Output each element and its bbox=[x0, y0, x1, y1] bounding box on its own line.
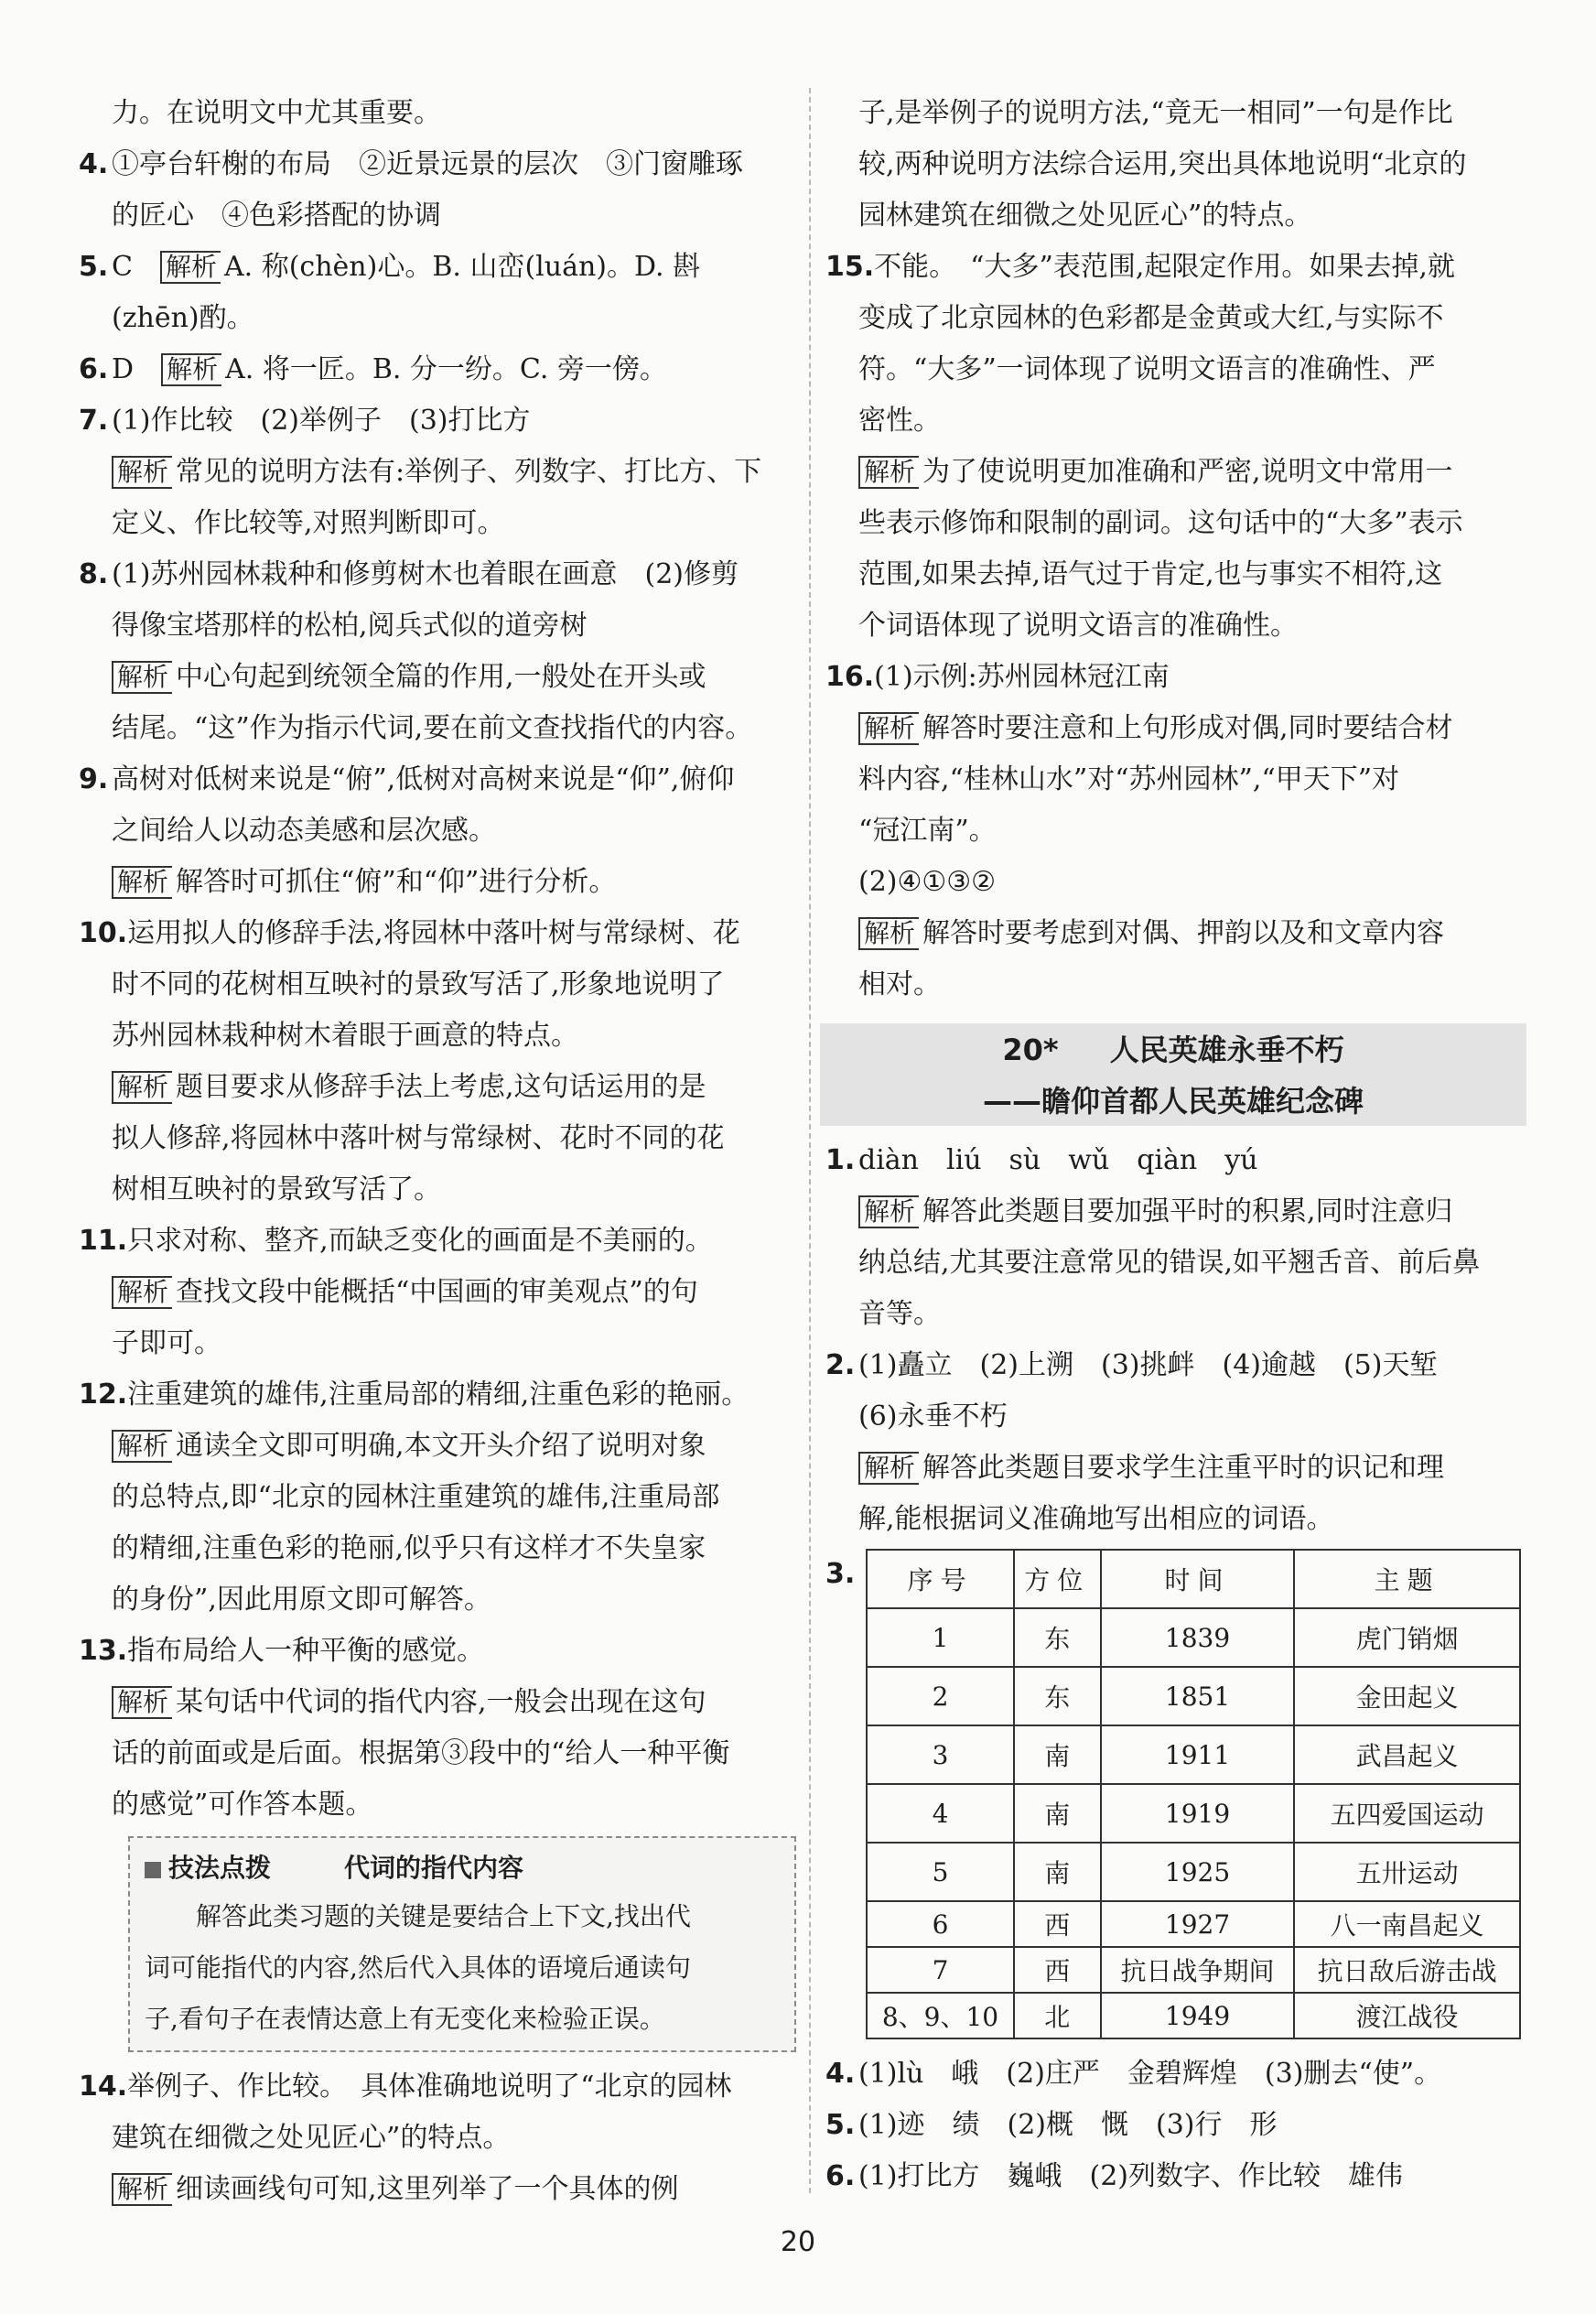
text-line: 结尾。“这”作为指示代词,要在前文查找指代的内容。 bbox=[112, 712, 753, 744]
table-cell: 3 bbox=[867, 1725, 1014, 1784]
table-cell: 武昌起义 bbox=[1294, 1725, 1520, 1784]
answer-text: 举例子、作比较。 具体准确地说明了“北京的园林 bbox=[127, 2071, 732, 2103]
text-line: 个词语体现了说明文语言的准确性。 bbox=[858, 610, 1298, 642]
question-number: 8. bbox=[79, 558, 109, 590]
analysis-line bbox=[79, 2164, 798, 2215]
analysis-tag: 解析 bbox=[112, 1686, 172, 1719]
text-line: 范围,如果去掉,语气过于肯定,也与事实不相符,这 bbox=[858, 558, 1443, 590]
analysis-line bbox=[825, 908, 1532, 959]
analysis-text: 解答此类题目要求学生注重平时的识记和理 bbox=[922, 1452, 1445, 1484]
square-icon bbox=[145, 1862, 161, 1878]
analysis-line bbox=[79, 857, 798, 908]
answer-text: C bbox=[112, 251, 160, 283]
text-line: 变成了北京园林的色彩都是金黄或大红,与实际不 bbox=[858, 302, 1444, 334]
text-line: 得像宝塔那样的松柏,阅兵式似的道旁树 bbox=[112, 610, 588, 642]
table-cell: 北 bbox=[1014, 1993, 1101, 2038]
table-row bbox=[867, 1725, 1520, 1784]
table-cell: 西 bbox=[1014, 1901, 1101, 1947]
table-header: 主题 bbox=[1294, 1550, 1520, 1608]
analysis-line bbox=[79, 1267, 798, 1318]
table-cell: 4 bbox=[867, 1784, 1014, 1843]
answer-4 bbox=[79, 139, 798, 190]
table-cell: 1919 bbox=[1101, 1784, 1295, 1843]
analysis-line bbox=[825, 1443, 1532, 1494]
table-header: 时间 bbox=[1101, 1550, 1295, 1608]
tip-topic: 代词的指代内容 bbox=[344, 1853, 524, 1883]
question-number: 4. bbox=[79, 148, 109, 180]
text-line: 的感觉”可作答本题。 bbox=[112, 1789, 373, 1821]
text-line: 音等。 bbox=[858, 1298, 941, 1330]
analysis-text: 中心句起到统领全篇的作用,一般处在开头或 bbox=[176, 661, 706, 693]
question-number: 2. bbox=[825, 1349, 856, 1381]
answer-text: 运用拟人的修辞手法,将园林中落叶树与常绿树、花 bbox=[127, 917, 740, 949]
answer-text: (1)矗立 (2)上溯 (3)挑衅 (4)逾越 (5)天堑 bbox=[858, 1349, 1438, 1381]
analysis-tag: 解析 bbox=[112, 866, 172, 899]
table-header: 方位 bbox=[1014, 1550, 1101, 1608]
answer-11 bbox=[79, 1216, 798, 1267]
analysis-line bbox=[825, 447, 1532, 498]
analysis-text: 常见的说明方法有:举例子、列数字、打比方、下 bbox=[176, 456, 762, 488]
analysis-text: 细读画线句可知,这里列举了一个具体的例 bbox=[176, 2173, 679, 2205]
table-cell: 1839 bbox=[1101, 1608, 1295, 1667]
table-row bbox=[867, 1901, 1520, 1947]
analysis-text: 为了使说明更加准确和严密,说明文中常用一 bbox=[922, 456, 1453, 488]
analysis-text: 解答此类题目要加强平时的积累,同时注意归 bbox=[922, 1195, 1453, 1227]
analysis-line bbox=[825, 1186, 1532, 1238]
answer-s3 bbox=[825, 1549, 1532, 2049]
answer-text: 只求对称、整齐,而缺乏变化的画面是不美丽的。 bbox=[127, 1225, 713, 1257]
question-number: 6. bbox=[825, 2160, 856, 2192]
tip-line: 子,看句子在表情达意上有无变化来检验正误。 bbox=[145, 2004, 665, 2034]
answer-8 bbox=[79, 549, 798, 600]
text-line: (2)④①③② bbox=[858, 866, 997, 898]
table-cell: 1851 bbox=[1101, 1667, 1295, 1725]
text-line: 之间给人以动态美感和层次感。 bbox=[112, 815, 496, 847]
table-row bbox=[867, 1947, 1520, 1993]
analysis-line bbox=[825, 703, 1532, 754]
table-cell: 抗日敌后游击战 bbox=[1294, 1947, 1520, 1993]
table-header-row bbox=[867, 1550, 1520, 1608]
text-line: (6)永垂不朽 bbox=[858, 1400, 1008, 1433]
analysis-tag: 解析 bbox=[112, 1276, 172, 1309]
lesson-title-text: 人民英雄永垂不朽 bbox=[1109, 1033, 1344, 1067]
analysis-text: 解答时可抓住“俯”和“仰”进行分析。 bbox=[176, 866, 617, 898]
question-number: 5. bbox=[79, 251, 109, 283]
analysis-text: 查找文段中能概括“中国画的审美观点”的句 bbox=[176, 1276, 698, 1308]
question-number: 12. bbox=[79, 1379, 128, 1411]
text-line: 符。“大多”一词体现了说明文语言的准确性、严 bbox=[858, 353, 1436, 385]
answer-15 bbox=[825, 242, 1532, 293]
answer-6 bbox=[79, 344, 798, 395]
answer-text: (1)苏州园林栽种和修剪树木也着眼在画意 (2)修剪 bbox=[112, 558, 739, 590]
lesson-title-band bbox=[820, 1023, 1526, 1126]
analysis-text: 解答时要考虑到对偶、押韵以及和文章内容 bbox=[922, 917, 1445, 949]
answer-text: (1)作比较 (2)举例子 (3)打比方 bbox=[112, 405, 531, 437]
text-line: 的身份”,因此用原文即可解答。 bbox=[112, 1584, 491, 1616]
analysis-tag: 解析 bbox=[112, 456, 172, 489]
text-line: 子,是举例子的说明方法,“竟无一相同”一句是作比 bbox=[858, 97, 1453, 129]
table-row bbox=[867, 1667, 1520, 1725]
answer-16 bbox=[825, 652, 1532, 703]
answer-text: ①亭台轩榭的布局 ②近景远景的层次 ③门窗雕琢 bbox=[112, 148, 743, 180]
answer-12 bbox=[79, 1369, 798, 1421]
table-cell: 1911 bbox=[1101, 1725, 1295, 1784]
answer-s1 bbox=[825, 1135, 1532, 1186]
table-cell: 南 bbox=[1014, 1725, 1101, 1784]
answer-text: (1)打比方 巍峨 (2)列数字、作比较 雄伟 bbox=[858, 2160, 1403, 2192]
table-cell: 东 bbox=[1014, 1667, 1101, 1725]
text-line: 的精细,注重色彩的艳丽,似乎只有这样才不失皇家 bbox=[112, 1532, 706, 1564]
question-number: 14. bbox=[79, 2071, 128, 2103]
answer-text: D bbox=[112, 353, 162, 385]
question-number: 6. bbox=[79, 353, 109, 385]
lesson-number: 20* bbox=[1002, 1033, 1059, 1067]
table-cell: 1925 bbox=[1101, 1843, 1295, 1901]
text-line: 力。在说明文中尤其重要。 bbox=[112, 97, 441, 129]
table-cell: 五四爱国运动 bbox=[1294, 1784, 1520, 1843]
answer-text: 高树对低树来说是“俯”,低树对高树来说是“仰”,俯仰 bbox=[112, 763, 735, 795]
text-line: 话的前面或是后面。根据第③段中的“给人一种平衡 bbox=[112, 1737, 730, 1769]
table-cell: 八一南昌起义 bbox=[1294, 1901, 1520, 1947]
text-line: 的总特点,即“北京的园林注重建筑的雄伟,注重局部 bbox=[112, 1481, 720, 1513]
question-number: 9. bbox=[79, 763, 109, 795]
table-cell: 8、9、10 bbox=[867, 1993, 1014, 2038]
lesson-title bbox=[820, 1023, 1526, 1075]
tip-line: 解答此类习题的关键是要结合上下文,找出代 bbox=[196, 1901, 691, 1931]
answer-13 bbox=[79, 1626, 798, 1677]
analysis-text: A. 称(chèn)心。B. 山峦(luán)。D. 斟 bbox=[223, 251, 701, 283]
column-divider bbox=[809, 88, 811, 2193]
analysis-text: 某句话中代词的指代内容,一般会出现在这句 bbox=[176, 1686, 706, 1718]
table-cell: 五卅运动 bbox=[1294, 1843, 1520, 1901]
table-cell: 1949 bbox=[1101, 1993, 1295, 2038]
text-line: 树相互映衬的景致写活了。 bbox=[112, 1173, 441, 1206]
text-line: (zhēn)酌。 bbox=[112, 302, 254, 334]
analysis-tag: 解析 bbox=[112, 1071, 172, 1104]
text-line: 定义、作比较等,对照判断即可。 bbox=[112, 507, 505, 539]
answer-s2 bbox=[825, 1340, 1532, 1391]
tip-label: 技法点拨 bbox=[168, 1853, 272, 1883]
table-row bbox=[867, 1843, 1520, 1901]
analysis-tag: 解析 bbox=[858, 1195, 919, 1228]
answer-10 bbox=[79, 908, 798, 959]
analysis-text: 通读全文即可明确,本文开头介绍了说明对象 bbox=[176, 1430, 706, 1462]
analysis-line bbox=[79, 652, 798, 703]
answer-text: (1)lù 峨 (2)庄严 金碧辉煌 (3)删去“使”。 bbox=[858, 2058, 1442, 2090]
answer-text: (1)迹 绩 (2)概 慨 (3)行 形 bbox=[858, 2109, 1278, 2141]
table-cell: 5 bbox=[867, 1843, 1014, 1901]
table-cell: 南 bbox=[1014, 1843, 1101, 1901]
analysis-tag: 解析 bbox=[112, 661, 172, 694]
analysis-tag: 解析 bbox=[858, 712, 919, 745]
analysis-tag: 解析 bbox=[858, 1452, 919, 1485]
text-line: “冠江南”。 bbox=[858, 815, 997, 847]
tip-line: 词可能指代的内容,然后代入具体的语境后通读句 bbox=[145, 1952, 691, 1983]
table-cell: 抗日战争期间 bbox=[1101, 1947, 1295, 1993]
answer-text: 指布局给人一种平衡的感觉。 bbox=[127, 1635, 485, 1667]
answer-s5 bbox=[825, 2100, 1532, 2151]
text-line: 园林建筑在细微之处见匠心”的特点。 bbox=[858, 200, 1312, 232]
text-line: 纳总结,尤其要注意常见的错误,如平翘舌音、前后鼻 bbox=[858, 1247, 1481, 1279]
question-number: 10. bbox=[79, 917, 128, 949]
question-number: 7. bbox=[79, 405, 109, 437]
answer-text: (1)示例:苏州园林冠江南 bbox=[874, 661, 1170, 693]
answer-text: 不能。 “大多”表范围,起限定作用。如果去掉,就 bbox=[874, 251, 1455, 283]
analysis-tag: 解析 bbox=[112, 1430, 172, 1463]
answer-text: diàn liú sù wǔ qiàn yú bbox=[858, 1144, 1258, 1176]
table-cell: 6 bbox=[867, 1901, 1014, 1947]
question-number: 11. bbox=[79, 1225, 128, 1257]
question-number: 5. bbox=[825, 2109, 856, 2141]
right-column bbox=[825, 88, 1532, 2202]
table-cell: 7 bbox=[867, 1947, 1014, 1993]
table-cell: 渡江战役 bbox=[1294, 1993, 1520, 2038]
text-line: 时不同的花树相互映衬的景致写活了,形象地说明了 bbox=[112, 968, 725, 1000]
tip-body bbox=[145, 1891, 780, 2045]
analysis-tag: 解析 bbox=[160, 251, 221, 284]
answer-s6 bbox=[825, 2151, 1532, 2202]
answer-9 bbox=[79, 754, 798, 806]
question-number: 1. bbox=[825, 1144, 856, 1176]
text-line: 相对。 bbox=[858, 968, 941, 1000]
analysis-tag: 解析 bbox=[858, 456, 919, 489]
analysis-text: A. 将一匠。B. 分一纷。C. 旁一傍。 bbox=[225, 353, 667, 385]
analysis-line bbox=[79, 1421, 798, 1472]
table-cell: 1 bbox=[867, 1608, 1014, 1667]
text-line: 密性。 bbox=[858, 405, 941, 437]
text-line: 解,能根据词义准确地写出相应的词语。 bbox=[858, 1503, 1334, 1535]
table-header: 序号 bbox=[867, 1550, 1014, 1608]
table-row bbox=[867, 1784, 1520, 1843]
analysis-line bbox=[79, 1677, 798, 1728]
page-number: 20 bbox=[780, 2226, 816, 2258]
technique-tip-box bbox=[128, 1836, 796, 2052]
table-cell: 1927 bbox=[1101, 1901, 1295, 1947]
table-cell: 虎门销烟 bbox=[1294, 1608, 1520, 1667]
question-number: 15. bbox=[825, 251, 875, 283]
table-row bbox=[867, 1608, 1520, 1667]
question-number: 13. bbox=[79, 1635, 128, 1667]
question-number: 16. bbox=[825, 661, 875, 693]
text-line: 料内容,“桂林山水”对“苏州园林”,“甲天下”对 bbox=[858, 763, 1400, 795]
analysis-line bbox=[79, 447, 798, 498]
table-row bbox=[867, 1993, 1520, 2038]
answer-text: 注重建筑的雄伟,注重局部的精细,注重色彩的艳丽。 bbox=[127, 1379, 749, 1411]
text-line: 拟人修辞,将园林中落叶树与常绿树、花时不同的花 bbox=[112, 1122, 725, 1154]
text-line: 的匠心 ④色彩搭配的协调 bbox=[112, 200, 441, 232]
table-cell: 东 bbox=[1014, 1608, 1101, 1667]
table-cell: 西 bbox=[1014, 1947, 1101, 1993]
text-line: 子即可。 bbox=[112, 1327, 221, 1359]
answer-5 bbox=[79, 242, 798, 293]
question-number: 3. bbox=[825, 1558, 856, 1590]
answer-7 bbox=[79, 395, 798, 447]
analysis-tag: 解析 bbox=[112, 2173, 172, 2206]
answer-14 bbox=[79, 2061, 798, 2113]
question-number: 4. bbox=[825, 2058, 856, 2090]
analysis-tag: 解析 bbox=[161, 353, 221, 386]
lesson-subtitle: ——瞻仰首都人民英雄纪念碑 bbox=[982, 1084, 1364, 1119]
text-line: 苏州园林栽种树木着眼于画意的特点。 bbox=[112, 1020, 578, 1052]
analysis-tag: 解析 bbox=[858, 917, 919, 950]
analysis-text: 题目要求从修辞手法上考虑,这句话运用的是 bbox=[176, 1071, 706, 1103]
text-line: 较,两种说明方法综合运用,突出具体地说明“北京的 bbox=[858, 148, 1467, 180]
monument-relief-table bbox=[866, 1549, 1521, 2039]
tip-header bbox=[145, 1845, 780, 1891]
table-cell: 2 bbox=[867, 1667, 1014, 1725]
analysis-text: 解答时要注意和上句形成对偶,同时要结合材 bbox=[922, 712, 1453, 744]
left-column bbox=[79, 88, 798, 2215]
table-cell: 南 bbox=[1014, 1784, 1101, 1843]
analysis-line bbox=[79, 1062, 798, 1113]
table-cell: 金田起义 bbox=[1294, 1667, 1520, 1725]
text-line: 些表示修饰和限制的副词。这句话中的“大多”表示 bbox=[858, 507, 1463, 539]
answer-s4 bbox=[825, 2049, 1532, 2100]
text-line: 建筑在细微之处见匠心”的特点。 bbox=[112, 2122, 511, 2154]
